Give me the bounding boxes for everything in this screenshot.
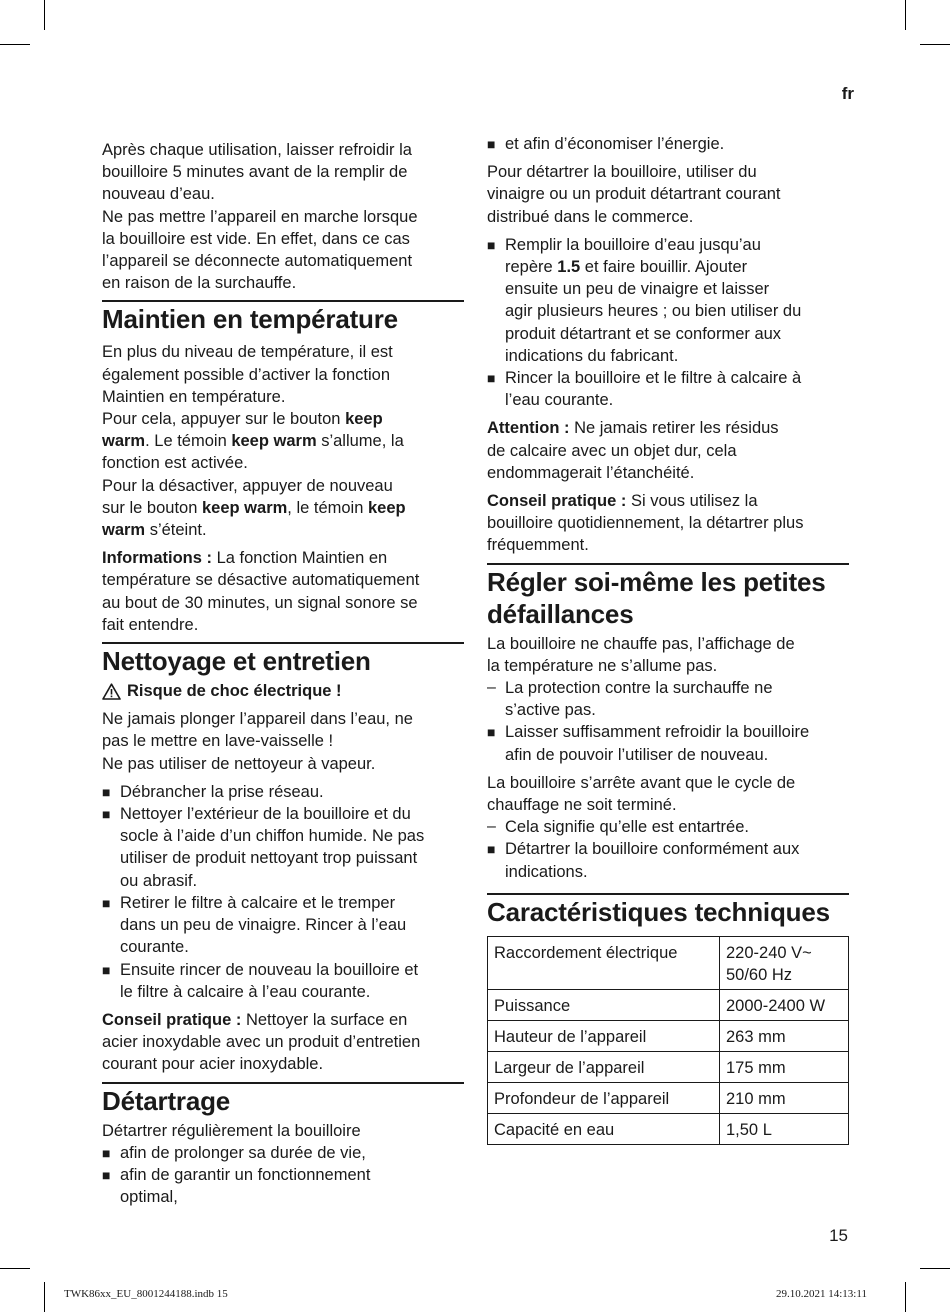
language-code: fr <box>841 84 854 103</box>
text-line: endommagerait l’étanchéité. <box>487 463 695 482</box>
list-item <box>487 234 849 367</box>
text-line: produit détartrant et se conformer aux <box>505 324 782 343</box>
text-line: l’eau courante. <box>505 391 614 410</box>
table-cell: 1,50 L <box>720 1113 849 1144</box>
table-row <box>488 1113 849 1144</box>
text-line: keep warm <box>201 498 288 517</box>
text-line: fait entendre. <box>102 615 199 634</box>
text-line: courante. <box>120 938 189 957</box>
table-cell: Hauteur de l’appareil <box>488 1020 720 1051</box>
text-line: le filtre à calcaire à l’eau courante. <box>120 982 371 1001</box>
section-detartrage <box>102 1082 464 1209</box>
bullet-square-icon: ■ <box>487 136 496 152</box>
text-line: keep <box>368 498 406 517</box>
crop-mark <box>920 1268 950 1269</box>
descaling-reasons-continued <box>487 133 849 155</box>
text-line: acier inoxydable avec un produit d’entretien <box>102 1033 421 1052</box>
text-line: la bouilloire est vide. En effet, dans ce cas <box>102 229 410 248</box>
text-line: socle à l’aide d’un chiffon humide. Ne pas <box>120 827 425 846</box>
bullet-square-icon: ■ <box>487 370 496 387</box>
cleaning-steps <box>102 781 464 1003</box>
list-item <box>487 721 849 765</box>
bullet-square-icon: ■ <box>102 1166 111 1183</box>
table-cell: 210 mm <box>720 1082 849 1113</box>
text-line: Informations : <box>102 549 212 568</box>
crop-mark <box>905 0 906 30</box>
text-line: la température ne s’allume pas. <box>487 656 718 675</box>
table-cell: 263 mm <box>720 1020 849 1051</box>
warning-triangle-icon <box>102 683 121 700</box>
text-line: bouilloire quotidiennement, la détartrer plus <box>487 514 804 533</box>
text-line: Cela signifie qu’elle est entartrée. <box>505 818 749 837</box>
text-line: agir plusieurs heures ; ou bien utiliser du <box>505 302 802 321</box>
section-title: Nettoyage et entretien <box>102 646 371 677</box>
text-line: l’appareil se déconnecte automatiquement <box>102 252 413 271</box>
text-line: chauffage ne soit terminé. <box>487 796 677 815</box>
bullet-square-icon: ■ <box>487 724 496 741</box>
left-column <box>102 133 464 1214</box>
list-item <box>102 1142 464 1164</box>
list-item <box>102 781 464 803</box>
list-item <box>102 1164 464 1208</box>
text-line: Pour cela, appuyer sur le bouton <box>102 410 346 429</box>
text-line: Régler soi-même les petites <box>487 566 826 597</box>
descaling-steps <box>487 234 849 412</box>
text-line: Ne pas mettre l’appareil en marche lorsque <box>102 207 418 226</box>
bullet-square-icon: ■ <box>102 806 111 823</box>
text-line: keep warm <box>231 432 317 451</box>
cause-list <box>487 677 849 721</box>
table-cell: Capacité en eau <box>488 1113 720 1144</box>
page-number: 15 <box>829 1226 848 1245</box>
text-line: indications. <box>505 862 588 881</box>
text-line: 50/60 Hz <box>726 965 793 984</box>
text-line: courant pour acier inoxydable. <box>102 1055 324 1074</box>
list-item <box>487 367 849 411</box>
specs-table <box>487 936 849 1145</box>
text-line: La bouilloire s’arrête avant que le cycle de <box>487 773 796 792</box>
remedy-list <box>487 838 849 882</box>
section-specs <box>487 893 849 1145</box>
paragraph <box>487 772 849 816</box>
text-line: également possible d’activer la fonction <box>102 365 391 384</box>
section-regler <box>487 563 849 883</box>
text-line: 1.5 <box>557 258 581 277</box>
text-line: Retirer le filtre à calcaire et le tremper <box>120 893 396 912</box>
text-line: fonction est activée. <box>102 454 248 473</box>
text-line: optimal, <box>120 1188 178 1207</box>
footer-filename: TWK86xx_EU_8001244188.indb 15 <box>64 1288 228 1300</box>
bullet-square-icon: ■ <box>102 894 111 911</box>
text-line: s’active pas. <box>505 701 596 720</box>
dash-marker: – <box>487 679 496 697</box>
text-line: Maintien en température. <box>102 387 286 406</box>
table-cell: Profondeur de l’appareil <box>488 1082 720 1113</box>
text-line: s’allume, la <box>316 432 404 451</box>
table-row <box>488 936 849 989</box>
crop-mark <box>0 1268 30 1269</box>
text-line: dans un peu de vinaigre. Rincer à l’eau <box>120 916 407 935</box>
text-line: indications du fabricant. <box>505 346 679 365</box>
crop-mark <box>0 44 30 45</box>
text-line: fréquemment. <box>487 536 589 555</box>
text-line: Détartrer la bouilloire conformément aux <box>505 840 800 859</box>
descaling-reasons <box>102 1142 464 1209</box>
bullet-square-icon: ■ <box>102 961 111 978</box>
table-cell <box>720 936 849 989</box>
text-line: 220-240 V~ <box>726 943 812 962</box>
text-line: Conseil pratique : <box>487 492 627 511</box>
text-line: température se désactive automatiquement <box>102 571 420 590</box>
crop-mark <box>905 1282 906 1312</box>
text-line: au bout de 30 minutes, un signal sonore se <box>102 593 418 612</box>
footer-timestamp: 29.10.2021 14:13:11 <box>776 1288 867 1300</box>
text-line: en raison de la surchauffe. <box>102 274 297 293</box>
text-line: Après chaque utilisation, laisser refroidir la <box>102 141 412 159</box>
text-line: s’éteint. <box>145 521 207 540</box>
text-line: Risque de choc électrique ! <box>127 682 342 701</box>
text-line: La bouilloire ne chauffe pas, l’affichage de <box>487 634 795 653</box>
crop-mark <box>44 0 45 30</box>
remedy-list <box>487 721 849 765</box>
text-line: La fonction Maintien en <box>212 549 388 568</box>
table-cell: Largeur de l’appareil <box>488 1051 720 1082</box>
text-line: , le témoin <box>287 498 368 517</box>
list-item <box>487 816 849 838</box>
text-line: Rincer la bouilloire et le filtre à calcaire à <box>505 369 802 388</box>
text-line: Ne jamais retirer les résidus <box>569 419 779 438</box>
section-title: Maintien en température <box>102 304 398 335</box>
cause-list <box>487 816 849 838</box>
text-line: de calcaire avec un objet dur, cela <box>487 441 737 460</box>
text-line: et faire bouillir. Ajouter <box>580 258 748 277</box>
text-line: Attention : <box>487 419 570 438</box>
crop-mark <box>44 1282 45 1312</box>
text-line: vinaigre ou un produit détartrant courant <box>487 185 781 204</box>
text-line: warm <box>102 521 146 540</box>
warning-heading <box>102 680 464 702</box>
crop-mark <box>920 44 950 45</box>
text-line: Débrancher la prise réseau. <box>120 782 324 801</box>
list-item <box>102 959 464 1003</box>
text-line: Ne pas utiliser de nettoyeur à vapeur. <box>102 754 376 773</box>
text-line: afin de pouvoir l’utiliser de nouveau. <box>505 745 769 764</box>
text-line: bouilloire 5 minutes avant de la remplir de <box>102 163 408 182</box>
text-line: sur le bouton <box>102 498 202 517</box>
text-line: warm <box>102 432 146 451</box>
text-line: En plus du niveau de température, il est <box>102 343 393 362</box>
text-line: Ensuite rincer de nouveau la bouilloire et <box>120 960 419 979</box>
section-title: Détartrage <box>102 1085 231 1116</box>
section-nettoyage <box>102 642 464 1075</box>
text-line: Si vous utilisez la <box>626 492 758 511</box>
text-line: repère <box>505 258 558 277</box>
list-item <box>102 803 464 892</box>
text-line: Pour la désactiver, appuyer de nouveau <box>102 476 393 495</box>
text-line: distribué dans le commerce. <box>487 207 694 226</box>
text-line: Nettoyer l’extérieur de la bouilloire et du <box>120 805 411 824</box>
table-row <box>488 1082 849 1113</box>
text-line: Laisser suffisamment refroidir la bouilloire <box>505 723 810 742</box>
text-line: ensuite un peu de vinaigre et laisser <box>505 280 770 299</box>
text-line: nouveau d’eau. <box>102 185 215 204</box>
text-line: ou abrasif. <box>120 871 198 890</box>
paragraph <box>487 633 849 677</box>
section-title: Caractéristiques techniques <box>487 896 830 927</box>
text-line: Nettoyer la surface en <box>241 1010 408 1029</box>
table-cell: 2000-2400 W <box>720 989 849 1020</box>
text-line: pas le mettre en lave-vaisselle ! <box>102 732 334 751</box>
text-line: Conseil pratique : <box>102 1010 242 1029</box>
table-cell: Raccordement électrique <box>488 936 720 989</box>
list-item <box>102 892 464 959</box>
table-row <box>488 989 849 1020</box>
text-line: keep <box>345 410 383 429</box>
text-line: défaillances <box>487 598 634 629</box>
text-line: et afin d’économiser l’énergie. <box>505 135 725 153</box>
bullet-square-icon: ■ <box>487 236 496 253</box>
list-item <box>487 677 849 721</box>
text-line: afin de prolonger sa durée de vie, <box>120 1143 366 1162</box>
text-line: Ne jamais plonger l’appareil dans l’eau, ne <box>102 710 413 729</box>
text-line: utiliser de produit nettoyant trop puissant <box>120 849 418 868</box>
table-cell: Puissance <box>488 989 720 1020</box>
text-line: . Le témoin <box>145 432 232 451</box>
section-title <box>487 566 849 630</box>
dash-marker: – <box>487 818 496 836</box>
text-line: Remplir la bouilloire d’eau jusqu’au <box>505 235 761 254</box>
bullet-square-icon: ■ <box>102 783 111 800</box>
section-maintien <box>102 300 464 636</box>
paragraph: Détartrer régulièrement la bouilloire <box>102 1121 361 1140</box>
table-cell: 175 mm <box>720 1051 849 1082</box>
table-row <box>488 1020 849 1051</box>
text-line: afin de garantir un fonctionnement <box>120 1165 371 1184</box>
table-row <box>488 1051 849 1082</box>
text-line: Pour détartrer la bouilloire, utiliser du <box>487 163 757 182</box>
right-column <box>487 133 849 1145</box>
bullet-square-icon: ■ <box>102 1144 111 1161</box>
list-item <box>487 838 849 882</box>
bullet-square-icon: ■ <box>487 841 496 858</box>
list-item <box>487 133 849 155</box>
text-line: La protection contre la surchauffe ne <box>505 679 773 698</box>
